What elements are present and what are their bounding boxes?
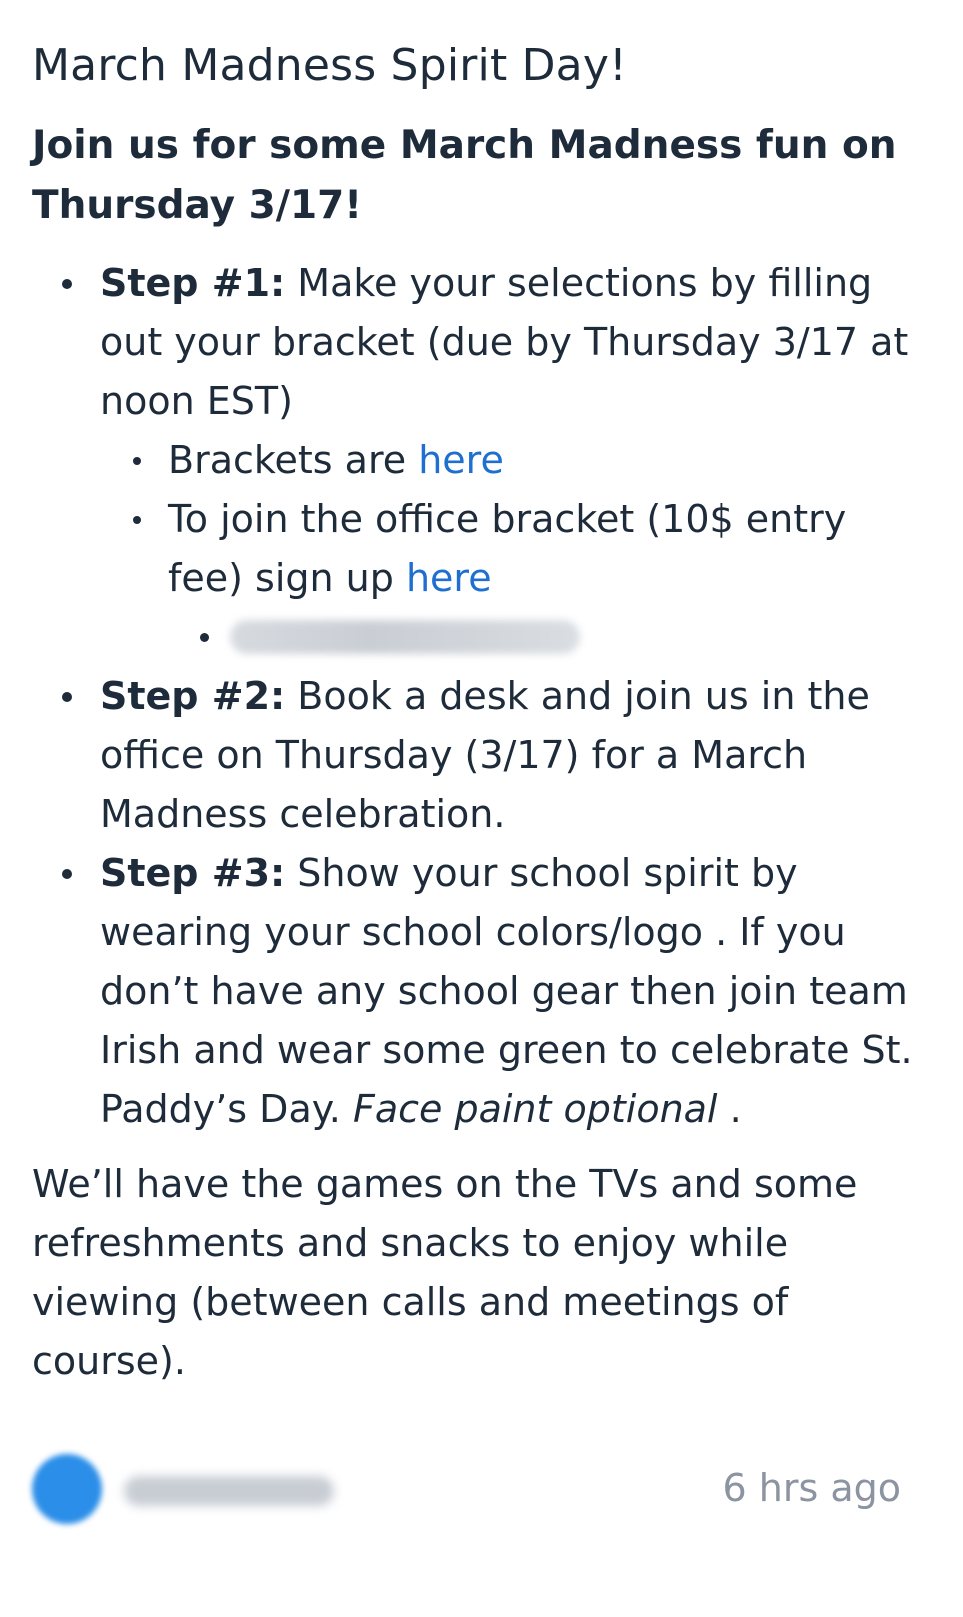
steps-list	[32, 254, 931, 1139]
closing-paragraph: We’ll have the games on the TVs and some refreshments and snacks to enjoy while viewing (between calls and meetings of course).	[32, 1162, 858, 1383]
post-footer	[32, 1452, 901, 1532]
post-timestamp: 6 hrs ago	[722, 1466, 901, 1510]
step-3-label: Step #3:	[100, 851, 286, 895]
brackets-text: Brackets are	[168, 438, 419, 482]
office-bracket-subitem	[100, 490, 931, 667]
step-1-label: Step #1:	[100, 261, 286, 305]
brackets-here-link[interactable]: here	[418, 438, 504, 482]
office-bracket-here-link[interactable]: here	[405, 556, 492, 600]
post-title: March Madness Spirit Day!	[32, 40, 627, 91]
step-2-item	[32, 667, 931, 844]
step-3-text: Show your school spirit by wearing your school colors/logo . If you don’t have any school gear then join team Irish and wear some green to celebrate St. Paddy’s Day.	[100, 851, 913, 1131]
step-1-text: Make your selections by filling out your bracket (due by Thursday 3/17 at noon EST)	[100, 261, 909, 423]
brackets-subitem	[100, 431, 931, 490]
step-2-text: Book a desk and join us in the office on Thursday (3/17) for a March Madness celebration.	[100, 674, 870, 836]
step-3-emphasis: Face paint optional	[352, 1087, 718, 1131]
redacted-contact-email	[230, 620, 580, 654]
step-3-suffix: .	[717, 1087, 742, 1131]
office-bracket-text: To join the office bracket (10$ entry fee) sign up	[168, 497, 847, 600]
avatar[interactable]	[32, 1454, 102, 1524]
redacted-contact-item	[168, 608, 931, 667]
post-subtitle: Join us for some March Madness fun on Thursday 3/17!	[32, 123, 897, 228]
step-1-sublist	[100, 431, 931, 667]
step-2-label: Step #2:	[100, 674, 286, 718]
step-1-item	[32, 254, 931, 667]
step-3-item	[32, 844, 931, 1139]
author-name-redacted[interactable]	[124, 1476, 334, 1506]
office-bracket-sublist	[168, 608, 931, 667]
